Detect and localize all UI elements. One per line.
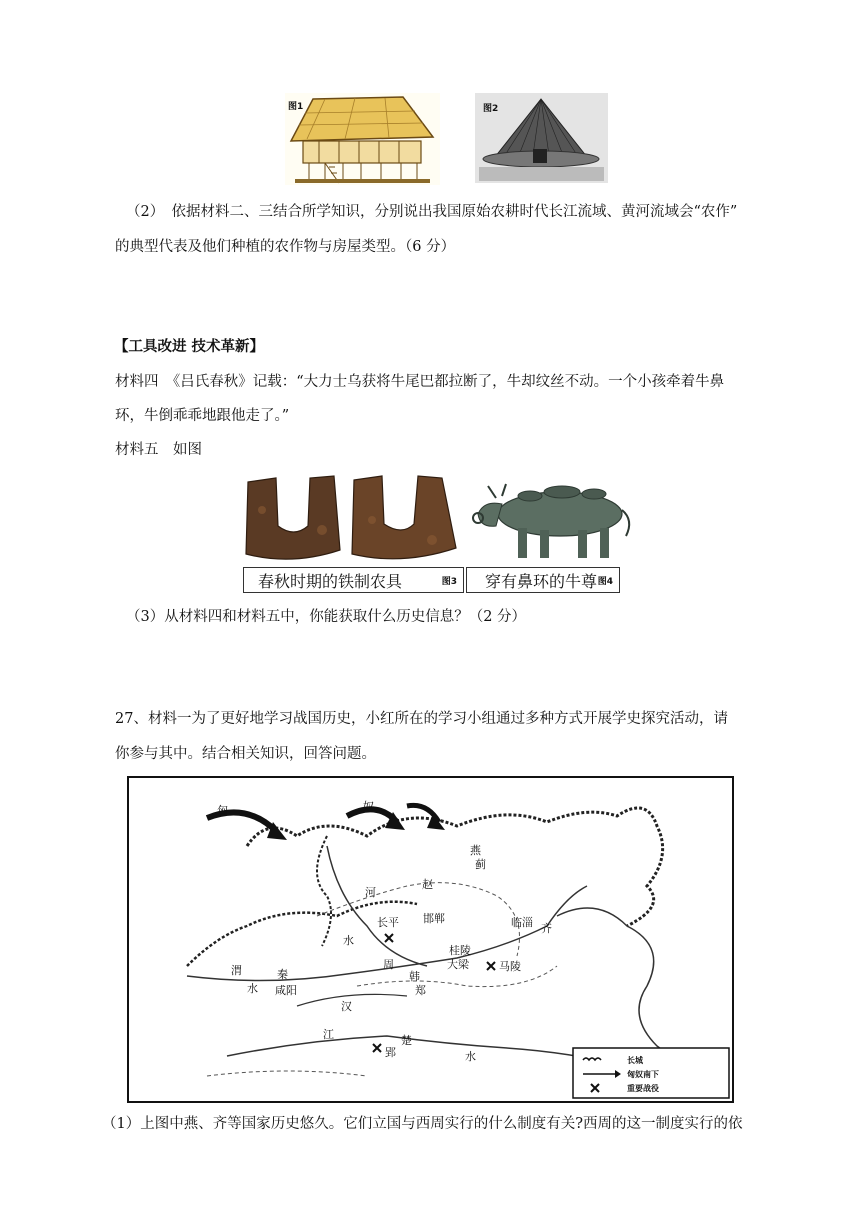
map-label-xiongnu-2: 奴 (363, 800, 374, 813)
map-label-guiling: 桂陵 (449, 944, 471, 957)
map-label-shui-1: 水 (343, 934, 354, 947)
warring-states-map (127, 776, 734, 1103)
material-5-label: 材料五 如图 (115, 442, 202, 458)
figure-4-tag: 图4 (597, 576, 613, 587)
stilt-house-image (285, 93, 440, 185)
figure-3-caption (243, 567, 464, 593)
material-4-line-1: 材料四 《吕氏春秋》记载：“大力士乌获将牛尾巴都拉断了，牛却纹丝不动。一个小孩牵着牛鼻 (115, 374, 725, 390)
figure-3-caption-text: 春秋时期的铁制农具 (258, 571, 403, 591)
figure-2-label: 图2 (483, 104, 499, 114)
figure-2-semi-subterranean-hut (475, 93, 608, 183)
figure-4-ox-zun (466, 470, 644, 566)
material-4-line-2: 环，牛倒乖乖地跟他走了。” (115, 408, 290, 424)
map-label-daliang: 大梁 (447, 958, 469, 971)
legend-great-wall: 长城 (627, 1056, 643, 1065)
map-label-zheng: 郑 (415, 984, 426, 997)
map-label-maling: 马陵 (499, 960, 521, 973)
question-3: （3）从材料四和材料五中，你能获取什么历史信息？（2 分） (126, 609, 527, 625)
map-label-handan: 邯郸 (423, 912, 445, 925)
question-2-line-2: 的典型代表及他们种植的农作物与房屋类型。（6 分） (115, 239, 456, 255)
ox-zun-image (466, 470, 644, 566)
map-label-ying: 郢 (385, 1046, 396, 1059)
figure-1-label: 图1 (288, 102, 304, 112)
map-label-xiongnu-1: 匈 (217, 804, 228, 817)
figure-1-stilt-house (285, 93, 440, 185)
section-heading: 【工具改进 技术革新】 (114, 338, 265, 355)
map-label-he: 河 (365, 886, 376, 899)
map-label-jiang: 江 (323, 1028, 334, 1041)
map-label-zhou: 周 (383, 958, 394, 971)
question-1: （1）上图中燕、齐等国家历史悠久。它们立国与西周实行的什么制度有关?西周的这一制度实行的依 (102, 1116, 743, 1132)
map-label-wei-river: 渭 (231, 964, 242, 977)
question-27-line-1: 27、材料一为了更好地学习战国历史，小红所在的学习小组通过多种方式开展学史探究活动，请 (115, 711, 728, 727)
map-label-ji: 蓟 (475, 858, 486, 871)
legend-battle: 重要战役 (627, 1084, 659, 1093)
figure-3-iron-tools (242, 470, 464, 566)
map-label-qin: 秦 (277, 968, 288, 981)
figure-3-tag: 图3 (441, 576, 457, 587)
question-27-line-2: 你参与其中。结合相关知识，回答问题。 (115, 746, 376, 762)
map-svg (127, 776, 734, 1103)
figure-4-caption-text: 穿有鼻环的牛尊 (485, 571, 598, 591)
map-label-chu: 楚 (401, 1034, 412, 1047)
map-label-qi: 齐 (541, 922, 552, 935)
map-legend (573, 1048, 729, 1098)
map-label-changping: 长平 (377, 916, 399, 929)
iron-tools-image (242, 470, 464, 566)
map-label-han-river: 汉 (341, 1000, 352, 1013)
map-label-han: 韩 (409, 970, 420, 983)
map-label-xianyang: 咸阳 (275, 984, 297, 997)
figure-4-caption (466, 567, 620, 593)
map-label-zhao: 赵 (422, 878, 433, 891)
map-label-shui-2: 水 (247, 982, 258, 995)
map-label-yan: 燕 (470, 844, 481, 857)
map-label-linzi: 临淄 (511, 916, 533, 929)
question-2-line-1: （2） 依据材料二、三结合所学知识，分别说出我国原始农耕时代长江流域、黄河流域会“农作” (126, 204, 738, 220)
map-label-shui-3: 水 (465, 1050, 476, 1063)
legend-xiongnu-south: 匈奴南下 (627, 1070, 659, 1079)
